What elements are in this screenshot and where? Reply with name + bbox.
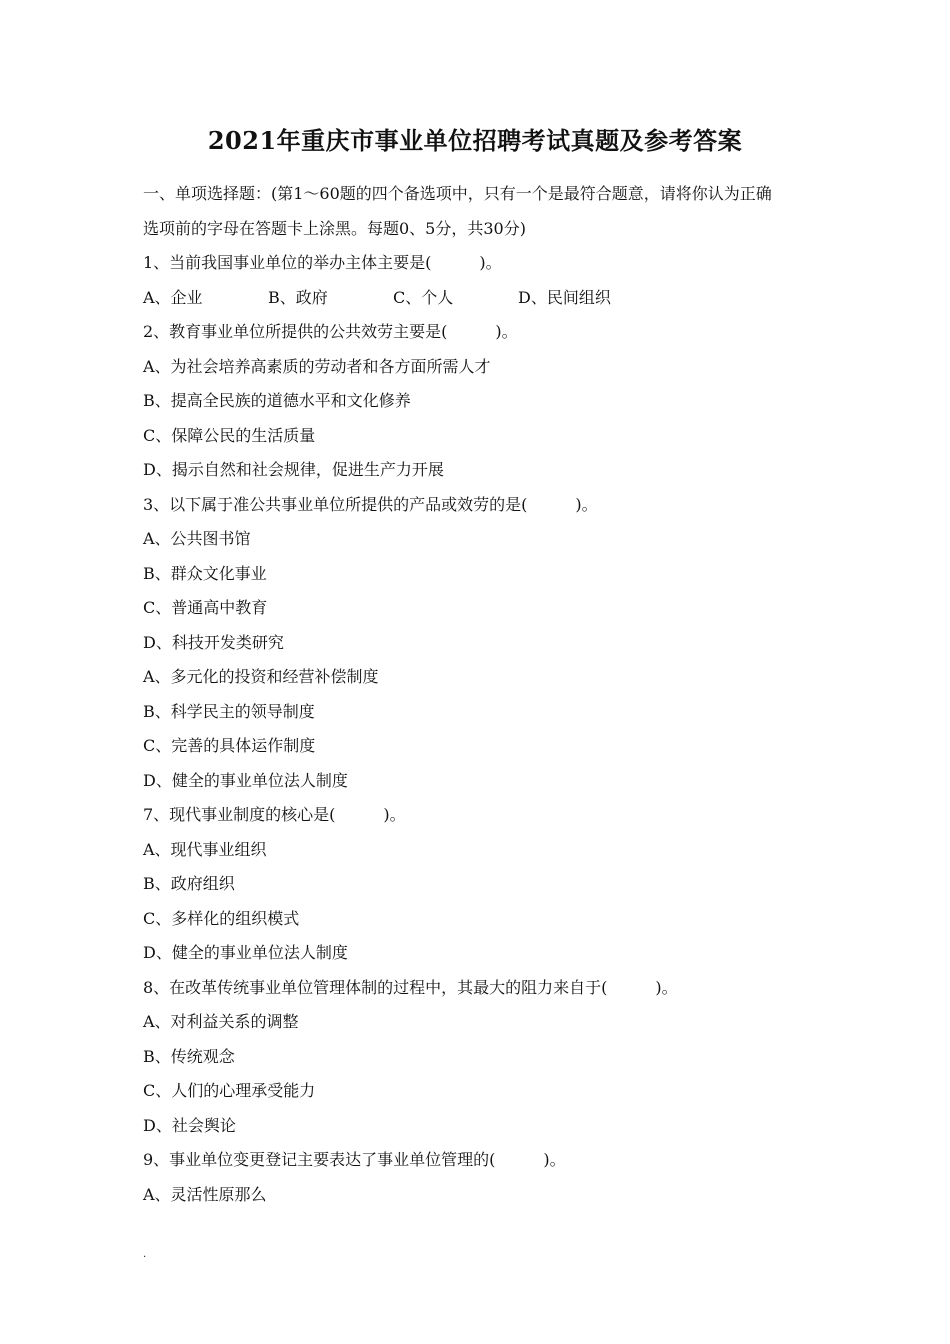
question-7-stem: 7、现代事业制度的核心是( )。	[143, 805, 406, 824]
orphan-option-c: C、完善的具体运作制度	[143, 736, 316, 755]
question-1-options	[143, 284, 823, 319]
question-9-option-a: A、灵活性原那么	[143, 1184, 267, 1204]
question-8-option-d: D、社会舆论	[143, 1115, 236, 1135]
question-1-stem: 1、当前我国事业单位的举办主体主要是( )。	[143, 253, 502, 272]
question-1-option-c: C、个人	[393, 287, 454, 307]
document-body	[143, 180, 823, 1215]
question-7-option-a: A、现代事业组织	[143, 839, 267, 859]
question-2-option-d: D、揭示自然和社会规律，促进生产力开展	[143, 460, 444, 479]
question-8-option-c: C、人们的心理承受能力	[143, 1081, 316, 1100]
question-8-stem: 8、在改革传统事业单位管理体制的过程中，其最大的阻力来自于( )。	[143, 977, 678, 997]
page-title: 2021年重庆市事业单位招聘考试真题及参考答案	[207, 126, 743, 155]
question-1-option-d: D、民间组织	[518, 287, 611, 307]
footer-mark: .	[143, 1249, 147, 1260]
question-7-option-d: D、健全的事业单位法人制度	[143, 943, 348, 962]
question-3-option-a: A、公共图书馆	[143, 529, 251, 548]
orphan-option-d: D、健全的事业单位法人制度	[143, 770, 348, 790]
question-9-stem: 9、事业单位变更登记主要表达了事业单位管理的( )。	[143, 1150, 566, 1169]
section-intro-line-1: 一、单项选择题：(第1～60题的四个备选项中，只有一个是最符合题意，请将你认为正确	[143, 184, 772, 203]
question-3-option-c: C、普通高中教育	[143, 598, 268, 617]
orphan-option-a: A、多元化的投资和经营补偿制度	[143, 667, 379, 686]
question-7-option-c: C、多样化的组织模式	[143, 908, 300, 928]
orphan-option-b: B、科学民主的领导制度	[143, 701, 315, 721]
question-3-stem: 3、以下属于准公共事业单位所提供的产品或效劳的是( )。	[143, 494, 598, 514]
question-1-option-b: B、政府	[268, 287, 328, 307]
question-8-option-b: B、传统观念	[143, 1046, 235, 1066]
question-3-option-b: B、群众文化事业	[143, 563, 267, 583]
section-intro-line-2: 选项前的字母在答题卡上涂黑。每题0、5分，共30分)	[143, 218, 526, 238]
question-8-option-a: A、对利益关系的调整	[143, 1012, 299, 1031]
question-2-stem: 2、教育事业单位所提供的公共效劳主要是( )。	[143, 322, 518, 341]
question-2-option-c: C、保障公民的生活质量	[143, 425, 316, 445]
question-2-option-a: A、为社会培养高素质的劳动者和各方面所需人才	[143, 356, 491, 376]
question-3-option-d: D、科技开发类研究	[143, 632, 284, 652]
question-1-option-a: A、企业	[143, 287, 203, 307]
question-7-option-b: B、政府组织	[143, 874, 235, 893]
question-2-option-b: B、提高全民族的道德水平和文化修养	[143, 391, 411, 410]
